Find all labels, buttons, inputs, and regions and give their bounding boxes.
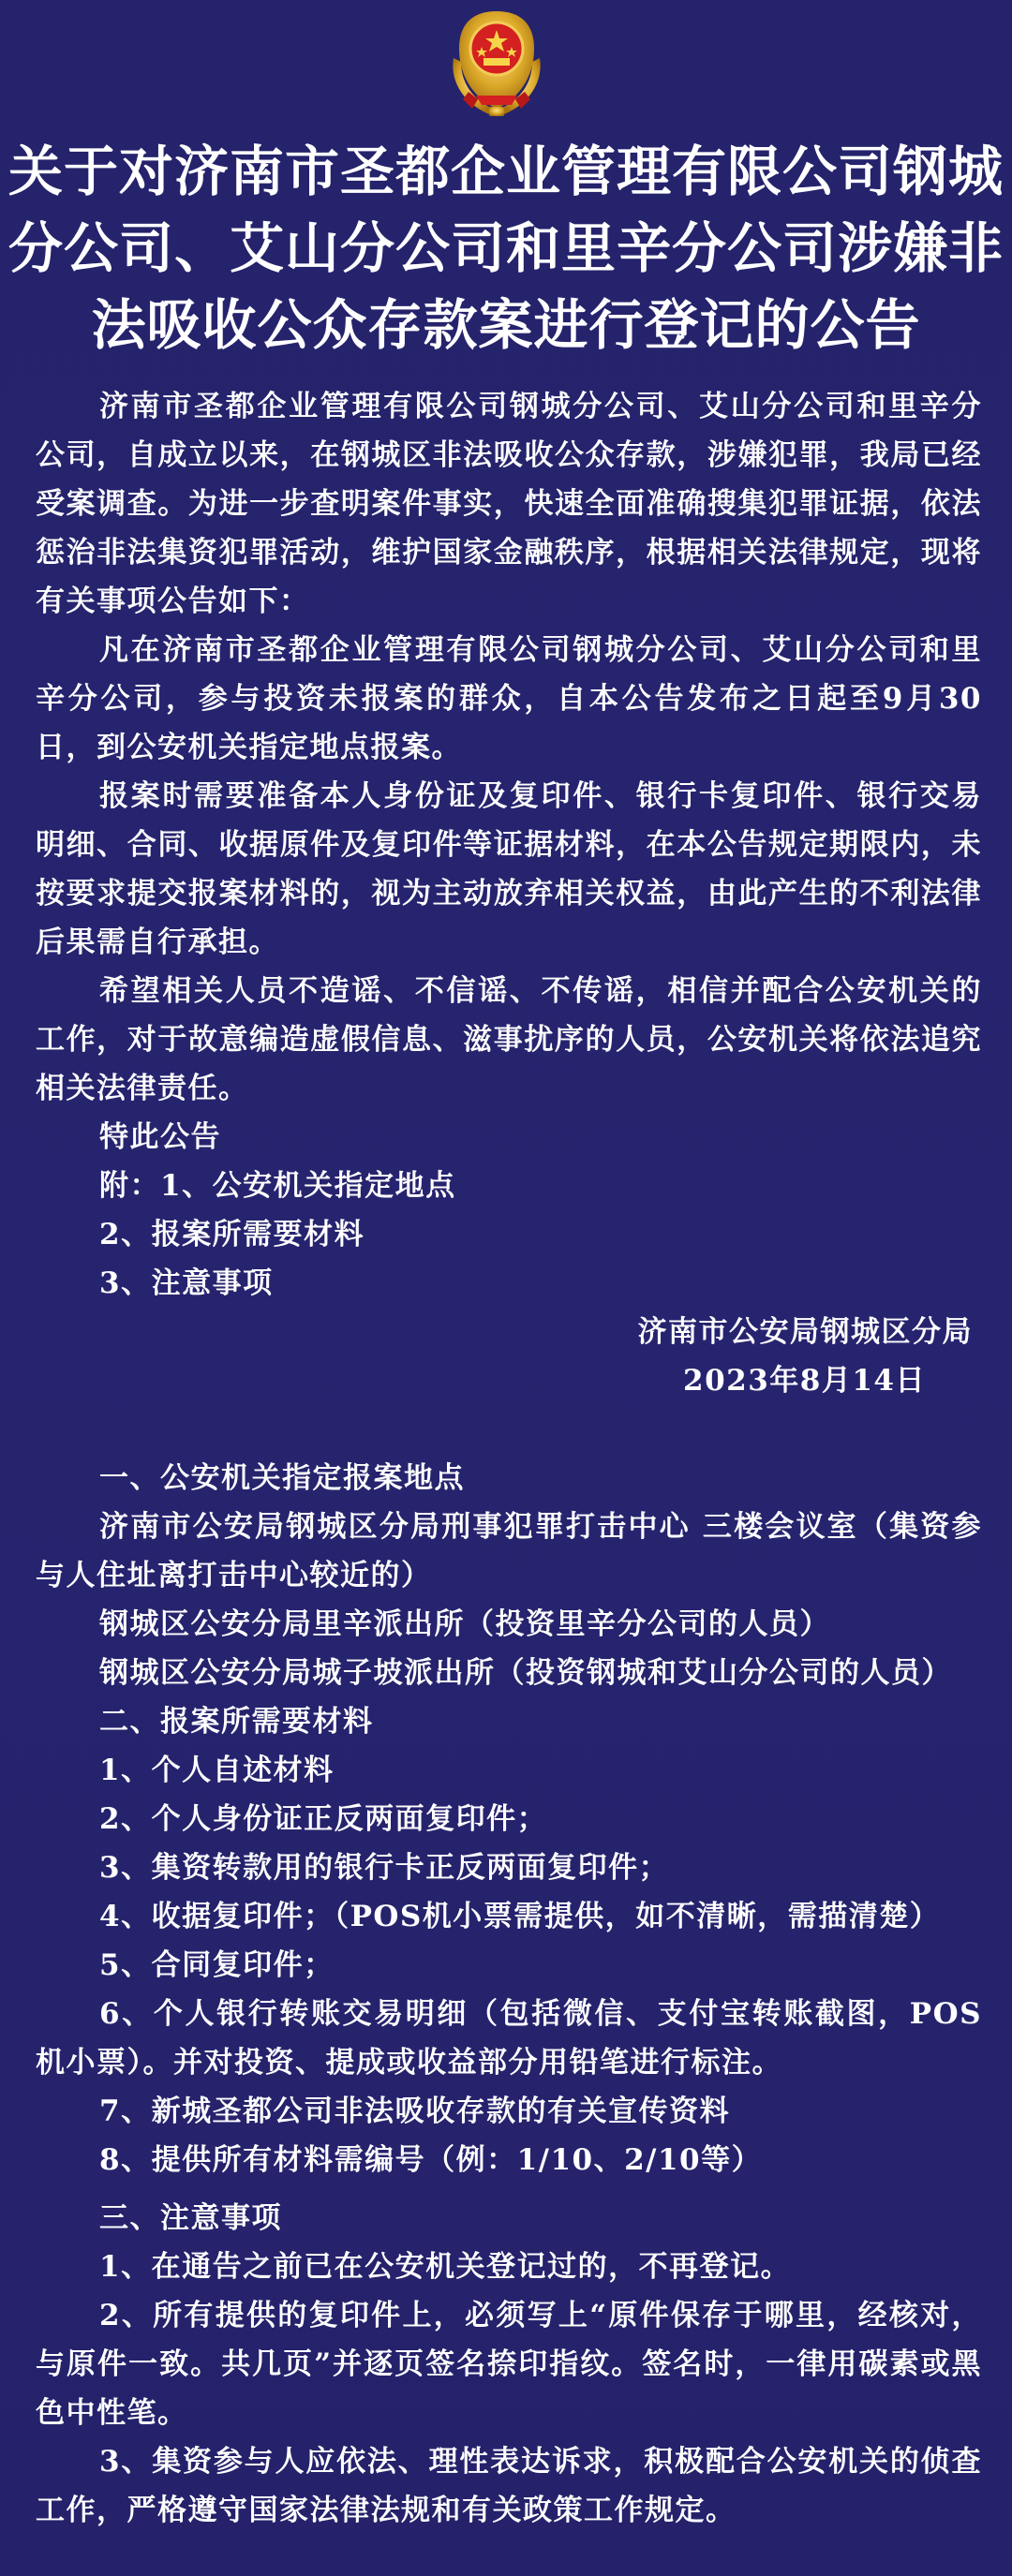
paragraph: 凡在济南市圣都企业管理有限公司钢城分公司、艾山分公司和里辛分公司，参与投资未报案的群众，自本公告发布之日起至9月30日，到公安机关指定地点报案。	[36, 633, 982, 764]
list-item: 6、个人银行转账交易明细（包括微信、支付宝转账截图，POS机小票）。并对投资、提成或收益部分用铅笔进行标注。	[36, 1997, 982, 2080]
list-item: 3、集资转款用的银行卡正反两面复印件；	[99, 1851, 670, 1885]
list-item: 1、在通告之前已在公安机关登记过的，不再登记。	[99, 2250, 792, 2284]
list-item: 济南市公安局钢城区分局刑事犯罪打击中心 三楼会议室（集资参与人住址离打击中心较近的）	[36, 1510, 982, 1592]
paragraph: 希望相关人员不造谣、不信谣、不传谣，相信并配合公安机关的工作，对于故意编造虚假信息、滋事扰序的人员，公安机关将依法追究相关法律责任。	[36, 974, 982, 1105]
list-item: 2、所有提供的复印件上，必须写上“原件保存于哪里，经核对，与原件一致。共几页”并逐页签名捺印指纹。签名时，一律用碳素或黑色中性笔。	[36, 2299, 982, 2430]
signature: 济南市公安局钢城区分局	[637, 1315, 973, 1349]
section-heading: 一、公安机关指定报案地点	[99, 1461, 465, 1495]
attachment-item: 3、注意事项	[99, 1266, 274, 1300]
closing-text: 特此公告	[99, 1120, 221, 1154]
list-item: 2、个人身份证正反两面复印件；	[99, 1802, 548, 1836]
title-line: 法吸收公众存款案进行登记的公告	[91, 293, 921, 357]
police-emblem-icon	[440, 6, 553, 124]
title-line: 关于对济南市圣都企业管理有限公司钢城	[7, 140, 1004, 203]
list-item: 1、个人自述材料	[99, 1754, 335, 1787]
notice-body	[36, 382, 982, 2535]
list-item: 钢城区公安分局里辛派出所（投资里辛分公司的人员）	[99, 1607, 830, 1641]
list-item: 5、合同复印件；	[99, 1948, 335, 1982]
spacer	[36, 1405, 982, 1454]
list-item: 8、提供所有材料需编号（例：1/10、2/10等）	[99, 2143, 763, 2177]
section-heading: 二、报案所需要材料	[99, 1705, 374, 1739]
section-heading: 三、注意事项	[99, 2201, 282, 2235]
page-title	[0, 133, 1012, 363]
list-item: 7、新城圣都公司非法吸收存款的有关宣传资料	[99, 2095, 731, 2128]
paragraph: 报案时需要准备本人身份证及复印件、银行卡复印件、银行交易明细、合同、收据原件及复印件等证据材料，在本公告规定期限内，未按要求提交报案材料的，视为主动放弃相关权益，由此产生的不利法律后果需自行承担。	[36, 779, 982, 959]
issue-date: 2023年8月14日	[683, 1364, 926, 1398]
title-line: 分公司、艾山分公司和里辛分公司涉嫌非	[7, 216, 1004, 280]
paragraph: 济南市圣都企业管理有限公司钢城分公司、艾山分公司和里辛分公司，自成立以来，在钢城区非法吸收公众存款，涉嫌犯罪，我局已经受案调查。为进一步查明案件事实，快速全面准确搜集犯罪证据，依法惩治非法集资犯罪活动，维护国家金融秩序，根据相关法律规定，现将有关事项公告如下：	[36, 390, 982, 618]
list-item: 4、收据复印件；（POS机小票需提供，如不清晰，需描清楚）	[99, 1900, 941, 1933]
list-item: 钢城区公安分局城子坡派出所（投资钢城和艾山分公司的人员）	[99, 1656, 952, 1690]
attachment-item: 2、报案所需要材料	[99, 1218, 365, 1251]
spacer	[36, 2184, 982, 2194]
list-item: 3、集资参与人应依法、理性表达诉求，积极配合公安机关的侦查工作，严格遵守国家法律法规和有关政策工作规定。	[36, 2445, 982, 2527]
attachment-item: 附：1、公安机关指定地点	[99, 1169, 456, 1203]
